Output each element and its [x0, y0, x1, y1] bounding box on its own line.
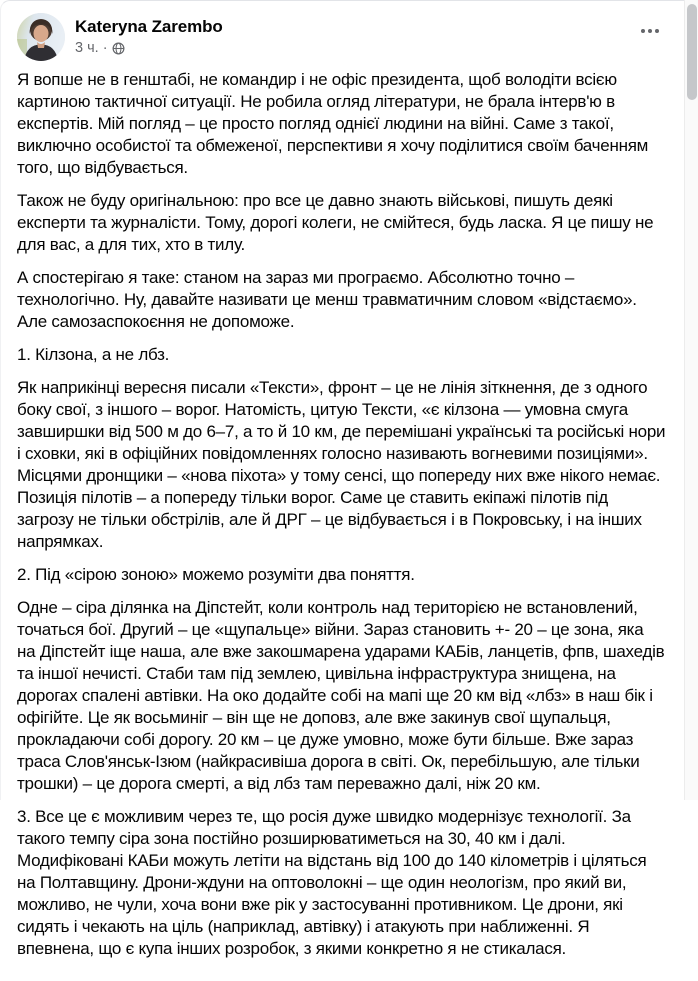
- post-paragraph: 2. Під «сірою зоною» можемо розуміти два поняття.: [17, 565, 415, 584]
- post-paragraph: Як наприкінці вересня писали «Тексти», фронт – це не лінія зіткнення, де з одного боку свої, з іншого – ворог. Натомість, цитую Тексти, «є кілзона — умовна смуга завширшки від 500 м до 6–7, а то й 10 км, де перемішані українські та російські нори і сховки, які в офіційних повідомленнях голосно називають вогневими позиціями». Місцями дронщики – «нова піхота» у тому сенсі, що попереду них вже нікого немає. Позиція пілотів – а попереду тільки ворог. Саме це ставить екіпажі пілотів під загрозу не тільки обстрілів, але й ДРГ – це відбувається і в Покровську, і на інших напрямках.: [17, 378, 666, 551]
- meta-separator: ·: [102, 40, 108, 56]
- avatar[interactable]: [17, 13, 65, 61]
- post-header: [1, 1, 684, 67]
- header-text: [75, 13, 223, 57]
- post-paragraph: 3. Все це є можливим через те, що росія дуже швидко модернізує технології. За такого темпу сіра зона постійно розширюватиметься на 30, 40 км і далі. Модифіковані КАБи можуть летіти на відстань від 100 до 140 кілометрів і ціляться на Полтавщину. Дрони-ждуни на оптоволокні – ще один неологізм, про який ви, можливо, не чули, хоча вони вже рік у застосуванні противником. Це дрони, які сидять і чекають на ціль (наприклад, автівку) і атакують при наближенні. Я впевнена, що є купа інших розробок, з якими конкретно я не стикалася.: [17, 807, 647, 958]
- scrollbar-thumb[interactable]: [687, 4, 697, 100]
- post-paragraph: Також не буду оригінальною: про все це давно знають військові, пишуть деякі експерти та журналісти. Тому, дорогі колеги, не смійтеся, будь ласка. Я це пишу не для вас, а для тих, хто в тилу.: [17, 191, 654, 254]
- timestamp[interactable]: 3 ч.: [75, 40, 99, 56]
- post-paragraph: А спостерігаю я таке: станом на зараз ми програємо. Абсолютно точно – технологічно. Ну, давайте називати це менш травматичним словом «відстаємо». Але самозаспокоєння не допоможе.: [17, 268, 637, 331]
- post-paragraph: 1. Кілзона, а не лбз.: [17, 345, 170, 364]
- author-name[interactable]: Kateryna Zarembo: [75, 17, 223, 36]
- ellipsis-dot: [648, 29, 652, 33]
- globe-public-icon: [112, 41, 125, 55]
- avatar-photo: [17, 13, 65, 61]
- post-options-button[interactable]: [634, 19, 666, 43]
- ellipsis-dot: [641, 29, 645, 33]
- post-body: [1, 67, 684, 981]
- post-paragraph: Я вопше не в генштабі, не командир і не офіс президента, щоб володіти всією картиною тактичної ситуації. Не робила огляд літератури, не брала інтерв'ю в експертів. Мій погляд – це просто погляд однієї людини на війні. Саме з такої, виключно особистої та обмеженої, перспективи я хочу поділитися своїм баченням того, що відбувається.: [17, 70, 649, 177]
- ellipsis-dot: [655, 29, 659, 33]
- scrollbar[interactable]: [684, 0, 698, 800]
- post-meta: [75, 39, 223, 57]
- post-paragraph: Одне – сіра ділянка на Діпстейт, коли контроль над територією не встановлений, точаться бої. Другий – це «щупальце» війни. Зараз становить +- 20 – це зона, яка на Діпстейт іще наша, але вже закошмарена ударами КАБів, ланцетів, фпв, шахедів та іншої нечисті. Стаби там під землею, цивільна інфраструктура знищена, на дорогах спалені автівки. На око додайте собі на мапі ще 20 км від «лбз» в наш бік і офігійте. Це як восьминіг – він ще не доповз, але вже закинув свої щупальця, прокладаючи собі дорогу. 20 км – це дуже умовно, може бути більше. Вже зараз траса Слов'янськ-Ізюм (найкрасивіша дорога в світі. Ок, перебільшую, але тільки трошки) – це дорога смерті, а від лбз там переважно далі, ніж 20 км.: [17, 598, 665, 793]
